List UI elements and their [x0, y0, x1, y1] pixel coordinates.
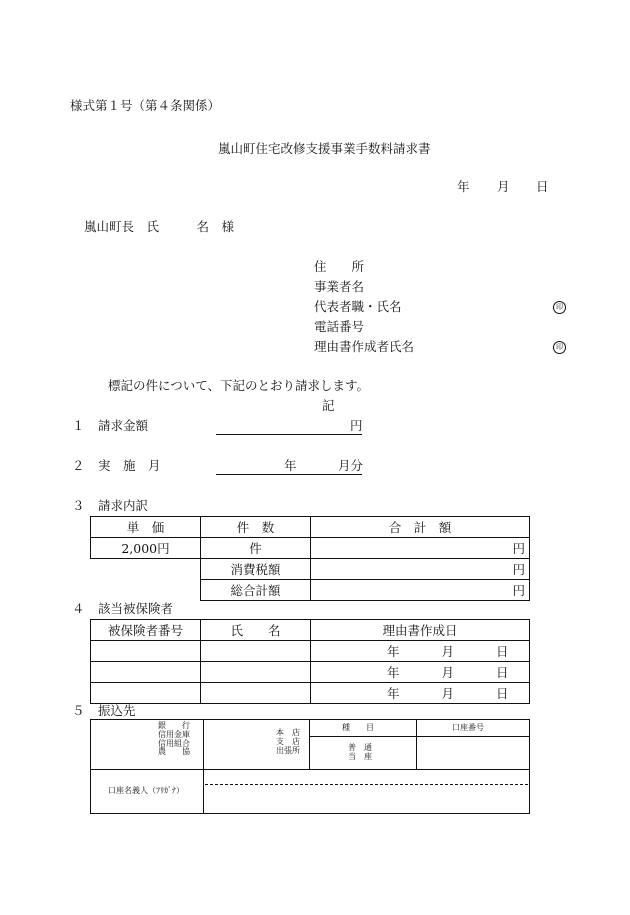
section-3-number: ３	[72, 498, 85, 513]
account-type-options[interactable]: 普 通 当 座	[348, 743, 372, 761]
address-label: 住 所	[314, 259, 365, 274]
section-2-number: ２	[72, 458, 85, 473]
col-reason-date: 理由書作成日	[311, 620, 530, 641]
total-input[interactable]: 円	[311, 538, 530, 559]
tax-label: 消費税額	[201, 559, 311, 580]
section-3-label: 請求内訳	[98, 498, 149, 513]
bank-type-list: 銀 行 信用金庫 信用組合 農 協	[158, 721, 190, 757]
col-unit-price: 単 価	[91, 517, 201, 538]
date-day[interactable]: 日	[536, 179, 549, 194]
reason-date-input[interactable]: 年 月 日	[311, 641, 530, 662]
insured-number-input[interactable]	[91, 683, 201, 704]
reason-date-input[interactable]: 年 月 日	[311, 683, 530, 704]
date-year[interactable]: 年	[457, 179, 470, 194]
count-input[interactable]: 件	[201, 538, 311, 559]
empty-cell	[91, 580, 201, 601]
section-5-number: ５	[72, 703, 85, 718]
insured-name-input[interactable]	[201, 641, 311, 662]
form-number: 様式第１号（第４条関係）	[70, 98, 221, 113]
col-insured-name: 氏 名	[201, 620, 311, 641]
seal-icon: 印	[553, 301, 566, 314]
tax-input[interactable]: 円	[311, 559, 530, 580]
date-month[interactable]: 月	[497, 179, 510, 194]
section-2-label: 実 施 月	[98, 458, 161, 473]
section-5-label: 振込先	[98, 703, 136, 718]
grand-total-label: 総合計額	[201, 580, 311, 601]
amount-underline[interactable]	[216, 434, 362, 435]
account-type-header: 種 目	[342, 723, 374, 732]
col-insured-number: 被保険者番号	[91, 620, 201, 641]
insured-number-input[interactable]	[91, 641, 201, 662]
account-number-header: 口座番号	[452, 723, 484, 732]
insured-name-input[interactable]	[201, 683, 311, 704]
business-name-label: 事業者名	[314, 279, 365, 294]
month-unit: 月分	[338, 458, 364, 473]
reason-writer-label: 理由書作成者氏名	[314, 339, 415, 354]
seal-icon: 印	[553, 341, 566, 354]
section-4-label: 該当被保険者	[98, 601, 174, 616]
insured-number-input[interactable]	[91, 662, 201, 683]
breakdown-table	[90, 516, 530, 601]
form-title: 嵐山町住宅改修支援事業手数料請求書	[218, 141, 431, 156]
col-count: 件 数	[201, 517, 311, 538]
table-row	[91, 662, 530, 683]
representative-label: 代表者職・氏名	[314, 299, 402, 314]
reason-date-input[interactable]: 年 月 日	[311, 662, 530, 683]
section-1-label: 請求金額	[98, 418, 149, 433]
table-row	[91, 641, 530, 662]
account-holder-label: 口座名義人（ﾌﾘｶﾞﾅ）	[108, 786, 184, 795]
intro-text: 標記の件について、下記のとおり請求します。	[108, 378, 370, 393]
insured-table	[90, 619, 530, 704]
phone-label: 電話番号	[314, 319, 365, 334]
col-total: 合 計 額	[311, 517, 530, 538]
table-row	[91, 683, 530, 704]
month-year-unit: 年	[284, 458, 297, 473]
addressee: 嵐山町長 氏 名 様	[84, 219, 235, 234]
month-underline[interactable]	[216, 474, 362, 475]
ki-heading: 記	[322, 398, 335, 413]
unit-price-value: 2,000円	[91, 538, 201, 559]
insured-name-input[interactable]	[201, 662, 311, 683]
section-4-number: ４	[72, 601, 85, 616]
section-1-number: １	[72, 418, 85, 433]
amount-yen-unit: 円	[350, 418, 363, 433]
branch-type-list: 本 店 支 店 出張所	[276, 728, 300, 755]
empty-cell	[91, 559, 201, 580]
grand-total-input[interactable]: 円	[311, 580, 530, 601]
